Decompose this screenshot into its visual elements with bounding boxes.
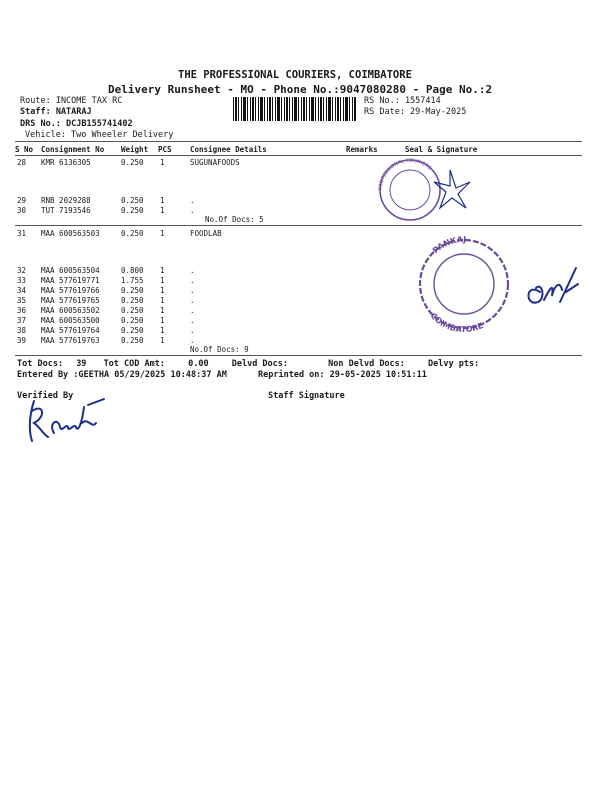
row-weight: 0.250 (121, 336, 144, 345)
staff-label: Staff: NATARAJ (20, 107, 92, 117)
cod-amt-value: 0.00 (188, 359, 209, 369)
stamp2-bottom-text: COIMBATORE (428, 311, 485, 332)
drs-number: DRS No.: DCJB155741402 (20, 119, 133, 129)
col-remarks: Remarks (346, 145, 378, 154)
stamp1-text: PROFESSIONAL COURIERS (377, 157, 433, 191)
row-pcs: 1 (160, 326, 165, 335)
row-pcs: 1 (160, 336, 165, 345)
row-consignment: TUT 7193546 (41, 206, 91, 215)
row-sno: 30 (17, 206, 27, 215)
group-doc-count: No.Of Docs: 5 (205, 215, 264, 224)
route-label: Route: INCOME TAX RC (20, 96, 123, 106)
row-consignment: MAA 577619763 (41, 336, 100, 345)
totals-line (17, 359, 479, 369)
company-title: THE PROFESSIONAL COURIERS, COIMBATORE (178, 69, 412, 81)
barcode (233, 97, 356, 121)
row-pcs: 1 (160, 196, 165, 205)
row-sno: 35 (17, 296, 27, 305)
row-weight: 0.250 (121, 296, 144, 305)
rs-date: RS Date: 29-May-2025 (364, 107, 467, 117)
row-consignment: MAA 600563504 (41, 266, 100, 275)
row-weight: 0.250 (121, 316, 144, 325)
row-details: . (190, 266, 195, 275)
row-pcs: 1 (160, 229, 165, 238)
row-sno: 37 (17, 316, 27, 325)
row-weight: 0.250 (121, 206, 144, 215)
row-details: . (190, 336, 195, 345)
verified-by-label: Verified By (17, 391, 74, 401)
svg-text:PROFESSIONAL COURIERS (378, 158, 432, 190)
handwritten-signature-right (520, 262, 580, 312)
row-sno: 31 (17, 229, 27, 238)
row-weight: 0.250 (121, 326, 144, 335)
row-sno: 36 (17, 306, 27, 315)
table-row (0, 336, 600, 346)
row-details: . (190, 306, 195, 315)
row-details: . (190, 296, 195, 305)
stamp2-top-text: PANKAJ (431, 234, 467, 256)
row-details: . (190, 196, 195, 205)
row-sno: 33 (17, 276, 27, 285)
row-pcs: 1 (160, 266, 165, 275)
non-delvd-docs-label: Non Delvd Docs: (328, 359, 405, 369)
row-consignment: MAA 577619765 (41, 296, 100, 305)
row-sno: 28 (17, 158, 27, 167)
row-pcs: 1 (160, 206, 165, 215)
table-rule-bottom (15, 355, 582, 356)
table-row (0, 206, 600, 216)
row-consignment: KMR 6136305 (41, 158, 91, 167)
rs-number: RS No.: 1557414 (364, 96, 441, 106)
row-sno: 32 (17, 266, 27, 275)
row-details: . (190, 276, 195, 285)
table-row (0, 196, 600, 206)
row-sno: 34 (17, 286, 27, 295)
row-details: . (190, 326, 195, 335)
svg-text:COIMBATORE (429, 311, 485, 332)
table-row (0, 158, 600, 168)
row-details: SUGUNAFOODS (190, 158, 240, 167)
row-consignment: MAA 600563503 (41, 229, 100, 238)
row-weight: 0.250 (121, 196, 144, 205)
cod-amt-label: Tot COD Amt: (103, 359, 165, 369)
row-sno: 39 (17, 336, 27, 345)
row-weight: 0.250 (121, 306, 144, 315)
seal-stamp-1 (372, 152, 482, 232)
header-rule-top (15, 141, 582, 142)
row-details: FOODLAB (190, 229, 222, 238)
row-weight: 1.755 (121, 276, 144, 285)
row-pcs: 1 (160, 296, 165, 305)
row-consignment: MAA 577619766 (41, 286, 100, 295)
col-consignment: Consignment No (41, 145, 105, 154)
vehicle-label: Vehicle: Two Wheeler Delivery (25, 130, 174, 140)
row-weight: 0.250 (121, 286, 144, 295)
row-consignment: MAA 600563500 (41, 316, 100, 325)
row-pcs: 1 (160, 316, 165, 325)
row-details: . (190, 316, 195, 325)
row-consignment: MAA 577619771 (41, 276, 100, 285)
delvd-docs-label: Delvd Docs: (231, 359, 289, 369)
col-sno: S No (15, 145, 34, 154)
tot-docs-value: 39 (76, 359, 87, 369)
group-doc-count: No.Of Docs: 9 (190, 345, 249, 354)
reprinted-on: Reprinted on: 29-05-2025 10:51:11 (258, 370, 427, 380)
row-pcs: 1 (160, 286, 165, 295)
row-pcs: 1 (160, 158, 165, 167)
row-consignment: RNB 2029288 (41, 196, 91, 205)
group-rule (15, 225, 582, 226)
entered-by: Entered By :GEETHA 05/29/2025 10:48:37 AM (17, 370, 227, 380)
col-details: Consignee Details (190, 145, 267, 154)
row-weight: 0.250 (121, 158, 144, 167)
column-header-row (0, 145, 600, 155)
col-pcs: PCS (158, 145, 172, 154)
row-pcs: 1 (160, 276, 165, 285)
row-weight: 0.250 (121, 229, 144, 238)
handwritten-signature-verified (22, 393, 112, 453)
tot-docs-label: Tot Docs: (17, 359, 64, 369)
col-weight: Weight (121, 145, 149, 154)
svg-text:PANKAJ (431, 235, 466, 255)
row-details: . (190, 286, 195, 295)
row-sno: 38 (17, 326, 27, 335)
col-seal: Seal & Signature (405, 145, 478, 154)
row-pcs: 1 (160, 306, 165, 315)
row-sno: 29 (17, 196, 27, 205)
row-consignment: MAA 600563502 (41, 306, 100, 315)
runsheet-title: Delivery Runsheet - MO - Phone No.:9047080280 - Page No.:2 (108, 83, 493, 96)
row-weight: 0.800 (121, 266, 144, 275)
row-details: . (190, 206, 195, 215)
header-rule-bottom (15, 155, 582, 156)
staff-signature-label: Staff Signature (268, 391, 345, 401)
delvy-pts-label: Delvy pts: (428, 359, 480, 369)
seal-stamp-2 (410, 232, 520, 332)
row-consignment: MAA 577619764 (41, 326, 100, 335)
